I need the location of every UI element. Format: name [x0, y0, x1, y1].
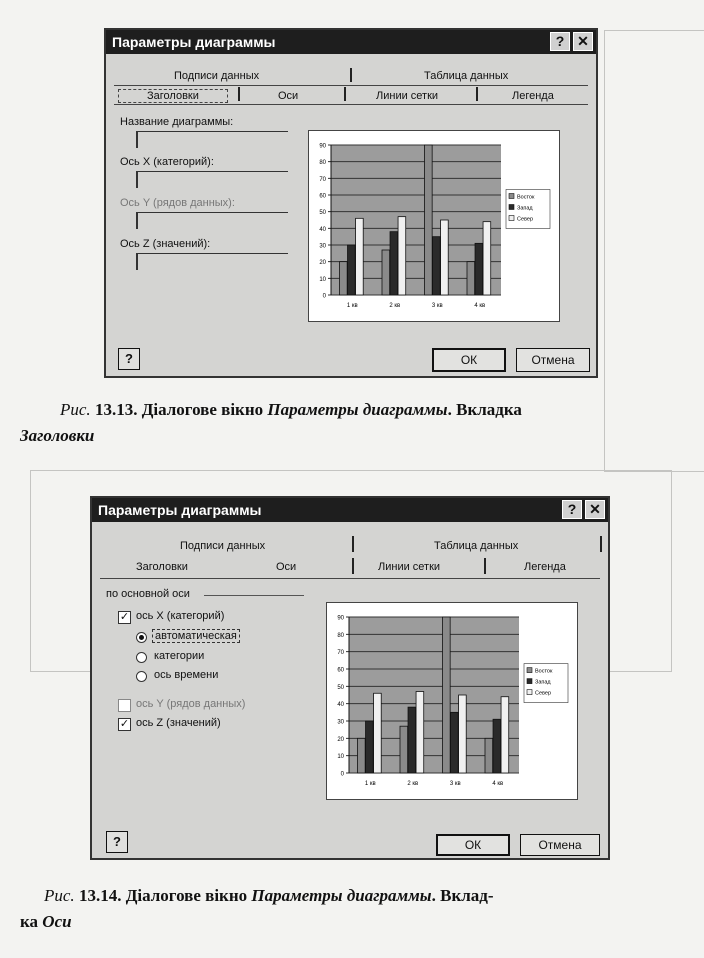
y-tick-label: 0 — [340, 771, 344, 778]
y-tick-label: 40 — [337, 702, 344, 709]
tab-data-table[interactable]: Таблица данных — [424, 70, 509, 82]
chart-title-input[interactable] — [136, 131, 288, 148]
x-tick-label: 1 кв — [346, 303, 358, 309]
help-title-button[interactable]: ? — [550, 32, 570, 51]
legend-label: Север — [535, 690, 552, 697]
y-tick-label: 30 — [337, 719, 344, 726]
bar-2-1 — [366, 721, 374, 773]
y-tick-label: 50 — [337, 684, 344, 691]
caption-text: . Вкладка — [447, 400, 522, 419]
dialog-title-bar — [106, 30, 596, 54]
dialog-title: Параметры диаграммы — [112, 34, 276, 50]
caption-tab-name: Заголовки — [20, 426, 95, 445]
bar-1-3 — [443, 617, 451, 773]
bar-1-3 — [425, 145, 433, 295]
tab-divider — [352, 558, 354, 574]
y-tick-label: 20 — [319, 260, 326, 267]
bar-2-2 — [408, 707, 416, 773]
bar-1-2 — [400, 726, 408, 773]
tab-row-line — [114, 104, 588, 105]
ok-button[interactable]: ОК — [432, 348, 506, 372]
z-axis-checkbox-label: ось Z (значений) — [136, 717, 221, 729]
help-button[interactable]: ? — [106, 831, 128, 853]
group-line — [204, 595, 304, 596]
chart-options-dialog-titles — [104, 28, 598, 378]
bar-3-3 — [459, 695, 467, 773]
tab-legend[interactable]: Легенда — [512, 90, 554, 102]
y-tick-label: 70 — [337, 650, 344, 657]
tab-gridlines[interactable]: Линии сетки — [376, 90, 439, 102]
x-tick-label: 2 кв — [407, 781, 419, 787]
z-axis-title-label: Ось Z (значений): — [120, 238, 211, 250]
caption-number: 13.13. — [94, 400, 138, 419]
bar-1-4 — [485, 738, 493, 773]
y-tick-label: 60 — [319, 193, 326, 200]
chart-title-label: Название диаграммы: — [120, 116, 234, 128]
bar-3-2 — [416, 692, 424, 773]
tab-data-labels[interactable]: Подписи данных — [174, 70, 260, 82]
y-tick-label: 70 — [319, 176, 326, 183]
tab-divider — [350, 68, 352, 82]
y-tick-label: 20 — [337, 736, 344, 743]
y-tick-label: 40 — [319, 226, 326, 233]
bar-2-4 — [475, 243, 483, 295]
z-axis-title-input[interactable] — [136, 253, 288, 270]
group-title: по основной оси — [106, 588, 190, 600]
radio-automatic[interactable] — [136, 632, 147, 643]
tab-divider — [344, 87, 346, 101]
tab-strip — [114, 60, 588, 104]
x-axis-title-label: Ось X (категорий): — [120, 156, 214, 168]
bar-3-2 — [398, 217, 406, 295]
legend-swatch — [527, 668, 532, 673]
x-axis-checkbox[interactable]: ✓ — [119, 611, 130, 623]
tab-divider — [484, 558, 486, 574]
bar-3-3 — [441, 220, 449, 295]
caption-number: 13.14. — [78, 886, 122, 905]
help-title-button[interactable]: ? — [562, 500, 582, 519]
tab-titles[interactable]: Заголовки — [136, 561, 188, 573]
x-tick-label: 1 кв — [364, 781, 376, 787]
dialog-title-bar — [92, 498, 608, 522]
close-icon[interactable]: ✕ — [585, 500, 605, 519]
legend-swatch — [509, 194, 514, 199]
legend-swatch — [509, 205, 514, 210]
figure-caption-13-13-line2 — [20, 424, 94, 448]
caption-text: ка — [20, 912, 39, 931]
cancel-button[interactable]: Отмена — [520, 834, 600, 856]
bar-2-3 — [451, 712, 459, 773]
radio-time-axis[interactable] — [136, 671, 147, 682]
chart-preview — [308, 130, 560, 322]
dialog-title: Параметры диаграммы — [98, 502, 262, 518]
y-axis-checkbox-label: ось Y (рядов данных) — [136, 698, 246, 710]
bar-3-1 — [356, 218, 364, 295]
tab-axes[interactable]: Оси — [276, 561, 297, 573]
y-tick-label: 10 — [319, 276, 326, 283]
tab-data-table[interactable]: Таблица данных — [434, 540, 519, 552]
tab-divider — [600, 536, 602, 552]
y-axis-title-label: Ось Y (рядов данных): — [120, 197, 235, 209]
legend-label: Восток — [517, 194, 535, 201]
bar-2-1 — [348, 245, 356, 295]
bar-3-1 — [374, 693, 382, 773]
y-tick-label: 60 — [337, 667, 344, 674]
caption-tab-name: Оси — [42, 912, 72, 931]
bar-2-3 — [433, 237, 441, 295]
legend-label: Восток — [535, 668, 553, 675]
bar-1-2 — [382, 250, 390, 295]
caption-text: Діалогове вікно — [125, 886, 248, 905]
x-tick-label: 4 кв — [492, 781, 504, 787]
x-axis-checkbox-label: ось X (категорий) — [136, 610, 225, 622]
radio-automatic-label: автоматическая — [152, 629, 240, 643]
bar-1-1 — [340, 262, 348, 295]
caption-prefix: Рис. — [44, 886, 75, 905]
tab-row-line — [114, 85, 588, 86]
radio-category[interactable] — [136, 652, 147, 663]
tab-gridlines[interactable]: Линии сетки — [378, 561, 441, 573]
bar-1-4 — [467, 262, 475, 295]
figure-caption-13-14 — [44, 884, 494, 908]
y-tick-label: 80 — [319, 160, 326, 167]
y-tick-label: 50 — [319, 210, 326, 217]
legend-swatch — [527, 679, 532, 684]
bar-3-4 — [501, 697, 509, 773]
legend-swatch — [509, 216, 514, 221]
tab-legend[interactable]: Легенда — [524, 561, 566, 573]
x-tick-label: 3 кв — [449, 781, 461, 787]
cancel-button[interactable]: Отмена — [516, 348, 590, 372]
y-tick-label: 0 — [322, 293, 326, 300]
z-axis-checkbox[interactable]: ✓ — [119, 718, 130, 730]
y-tick-label: 10 — [337, 754, 344, 761]
legend-label: Север — [517, 216, 534, 223]
x-axis-title-input[interactable] — [136, 171, 288, 188]
caption-dialog-name: Параметры диаграммы — [251, 886, 432, 905]
y-axis-title-input — [136, 212, 288, 229]
help-button[interactable]: ? — [118, 348, 140, 370]
tab-divider — [352, 536, 354, 552]
tab-row-line — [100, 578, 600, 579]
legend-label: Запад — [517, 205, 533, 212]
tab-axes[interactable]: Оси — [278, 90, 299, 102]
chart-preview — [326, 602, 578, 800]
tab-divider — [476, 87, 478, 101]
x-tick-label: 2 кв — [389, 303, 401, 309]
radio-time-axis-label: ось времени — [154, 669, 219, 681]
radio-category-label: категории — [154, 650, 205, 662]
chart-preview-svg — [309, 131, 559, 321]
caption-prefix: Рис. — [60, 400, 91, 419]
figure-caption-13-13 — [60, 398, 522, 422]
legend-swatch — [527, 690, 532, 695]
bar-1-1 — [358, 738, 366, 773]
caption-dialog-name: Параметры диаграммы — [267, 400, 448, 419]
tab-titles[interactable]: Заголовки — [118, 89, 228, 103]
bar-3-4 — [483, 222, 491, 295]
chart-options-dialog-axes — [90, 496, 610, 860]
chart-preview-svg — [327, 603, 577, 799]
caption-text: Діалогове вікно — [141, 400, 264, 419]
tab-data-labels[interactable]: Подписи данных — [180, 540, 266, 552]
ok-button[interactable]: ОК — [436, 834, 510, 856]
y-tick-label: 90 — [319, 143, 326, 150]
y-tick-label: 90 — [337, 615, 344, 622]
caption-text: . Вклад- — [431, 886, 494, 905]
x-tick-label: 3 кв — [431, 303, 443, 309]
x-tick-label: 4 кв — [474, 303, 486, 309]
legend-label: Запад — [535, 679, 551, 686]
bar-2-2 — [390, 232, 398, 295]
y-tick-label: 30 — [319, 243, 326, 250]
bar-2-4 — [493, 719, 501, 773]
y-axis-checkbox — [118, 699, 131, 712]
tab-divider — [238, 87, 240, 101]
figure-caption-13-14-line2 — [20, 910, 72, 934]
bg-ghost-panel — [604, 30, 704, 472]
tab-strip — [100, 528, 600, 578]
y-tick-label: 80 — [337, 632, 344, 639]
close-icon[interactable]: ✕ — [573, 32, 593, 51]
